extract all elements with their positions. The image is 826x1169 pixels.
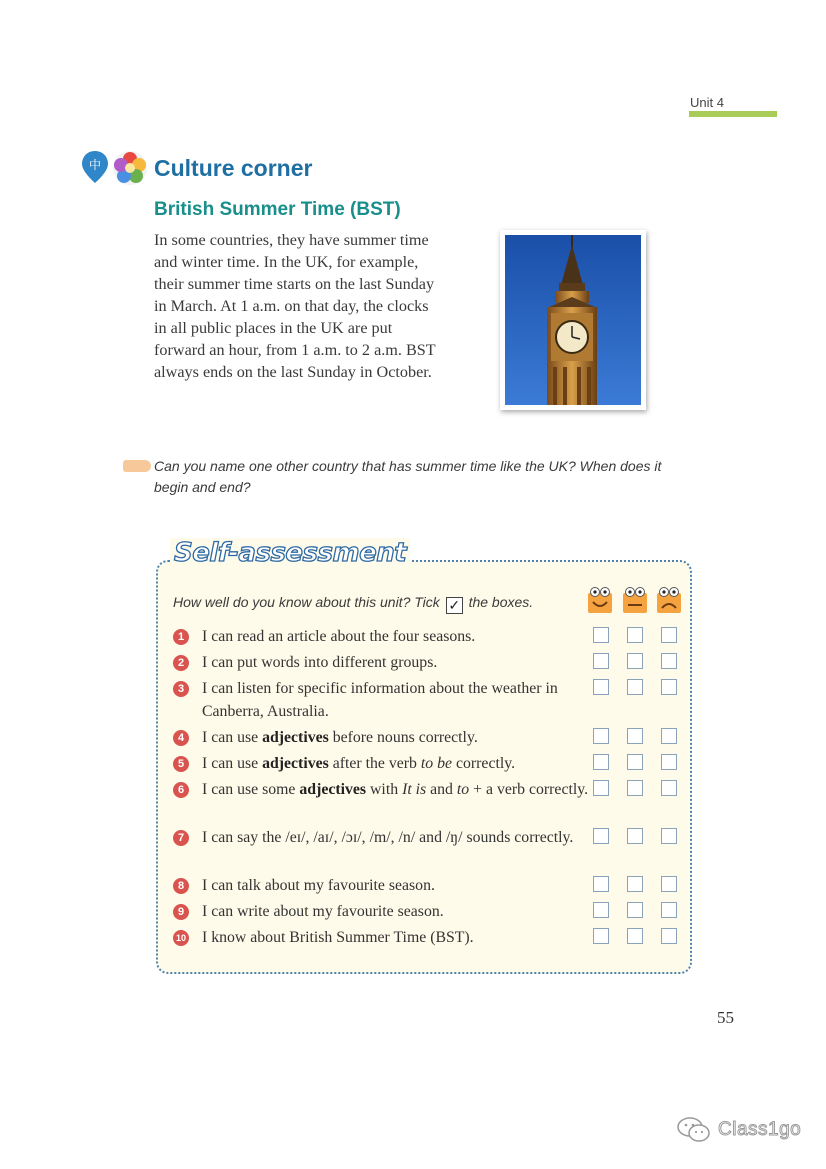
discussion-question — [154, 456, 699, 498]
sad-checkbox[interactable] — [661, 679, 677, 695]
unit-bar — [689, 111, 777, 117]
item-text — [202, 901, 592, 924]
paragraph-line: in March. At 1 a.m. on that day, the clocks — [154, 297, 429, 315]
instruction-text: How well do you know about this unit? Tick — [173, 594, 440, 610]
neutral-face-icon — [622, 586, 648, 614]
item-text-part: to — [456, 781, 470, 798]
flower-icon — [112, 150, 148, 186]
self-assessment-title: Self-assessment — [170, 538, 410, 568]
sad-checkbox[interactable] — [661, 876, 677, 892]
item-number: 10 — [173, 930, 189, 946]
big-ben-illustration — [505, 235, 641, 405]
tick-sample-box: ✓ — [446, 597, 463, 614]
happy-checkbox[interactable] — [593, 876, 609, 892]
instruction-text-end: the boxes. — [468, 594, 534, 610]
article-paragraph — [154, 229, 484, 383]
item-text-part: I can say the /eɪ/, /aɪ/, /ɔɪ/, /m/, /n/ and /ŋ/ sounds correctly. — [202, 829, 574, 846]
sad-checkbox[interactable] — [661, 780, 677, 796]
neutral-checkbox[interactable] — [627, 828, 643, 844]
question-tab — [123, 460, 151, 472]
item-text — [202, 779, 592, 802]
happy-checkbox[interactable] — [593, 627, 609, 643]
item-text-part: + a verb correctly. — [469, 781, 589, 798]
item-number: 4 — [173, 730, 189, 746]
wechat-icon — [676, 1116, 712, 1144]
self-assessment-instruction — [173, 594, 533, 614]
item-text-part: I can write about my favourite season. — [202, 903, 444, 920]
neutral-checkbox[interactable] — [627, 627, 643, 643]
sad-checkbox[interactable] — [661, 902, 677, 918]
map-pin-icon — [81, 150, 109, 184]
happy-checkbox[interactable] — [593, 653, 609, 669]
item-text-part: and — [426, 781, 457, 798]
item-text-part: before nouns correctly. — [328, 729, 478, 746]
sad-checkbox[interactable] — [661, 828, 677, 844]
paragraph-line: and winter time. In the UK, for example, — [154, 253, 419, 271]
item-text-part: I can read an article about the four seasons. — [202, 628, 476, 645]
item-number: 2 — [173, 655, 189, 671]
paragraph-line: their summer time starts on the last Sunday — [154, 275, 435, 293]
pin-character: 中 — [88, 158, 102, 172]
item-text-part: after the verb — [328, 755, 421, 772]
watermark-text: Class1go — [718, 1119, 802, 1140]
happy-face-icon — [587, 586, 613, 614]
item-text — [202, 652, 592, 675]
item-text — [202, 927, 592, 950]
item-text — [202, 827, 592, 850]
item-text-part: I can use — [202, 755, 263, 772]
item-text — [202, 875, 592, 898]
happy-checkbox[interactable] — [593, 928, 609, 944]
item-text-part: I can listen for specific information about the weather in Canberra, Australia. — [202, 680, 558, 720]
item-text-part: correctly. — [452, 755, 516, 772]
item-number: 1 — [173, 629, 189, 645]
happy-checkbox[interactable] — [593, 679, 609, 695]
page-number: 55 — [717, 1008, 734, 1027]
item-text-part: adjectives — [262, 729, 329, 746]
section-title: Culture corner — [154, 155, 313, 181]
question-line: begin and end? — [154, 479, 251, 495]
sad-face-icon — [656, 586, 682, 614]
neutral-checkbox[interactable] — [627, 728, 643, 744]
sad-checkbox[interactable] — [661, 653, 677, 669]
item-text-part: I can talk about my favourite season. — [202, 877, 435, 894]
sad-checkbox[interactable] — [661, 627, 677, 643]
item-text — [202, 727, 592, 750]
neutral-checkbox[interactable] — [627, 653, 643, 669]
happy-checkbox[interactable] — [593, 902, 609, 918]
item-text-part: I can put words into different groups. — [202, 654, 438, 671]
item-number: 3 — [173, 681, 189, 697]
paragraph-line: always ends on the last Sunday in October. — [154, 363, 432, 381]
neutral-checkbox[interactable] — [627, 902, 643, 918]
item-text-part: I can use — [202, 729, 263, 746]
item-text-part: It is — [402, 781, 427, 798]
happy-checkbox[interactable] — [593, 828, 609, 844]
item-text-part: adjectives — [299, 781, 367, 798]
item-number: 5 — [173, 756, 189, 772]
big-ben-photo — [500, 230, 646, 410]
unit-label: Unit 4 — [690, 95, 724, 110]
item-text-part: adjectives — [262, 755, 329, 772]
item-text — [202, 626, 592, 649]
question-line: Can you name one other country that has summer time like the UK? When does it — [154, 458, 662, 474]
neutral-checkbox[interactable] — [627, 876, 643, 892]
item-text-part: I can use some — [202, 781, 300, 798]
happy-checkbox[interactable] — [593, 780, 609, 796]
happy-checkbox[interactable] — [593, 754, 609, 770]
item-text-part: with — [366, 781, 403, 798]
item-text — [202, 678, 592, 723]
item-text — [202, 753, 592, 776]
neutral-checkbox[interactable] — [627, 679, 643, 695]
item-text-part: to be — [420, 755, 453, 772]
neutral-checkbox[interactable] — [627, 754, 643, 770]
paragraph-line: forward an hour, from 1 a.m. to 2 a.m. BST — [154, 341, 436, 359]
article-subtitle: British Summer Time (BST) — [154, 199, 401, 220]
item-text-part: I know about British Summer Time (BST). — [202, 929, 474, 946]
happy-checkbox[interactable] — [593, 728, 609, 744]
neutral-checkbox[interactable] — [627, 928, 643, 944]
paragraph-line: in all public places in the UK are put — [154, 319, 393, 337]
item-number: 9 — [173, 904, 189, 920]
item-number: 8 — [173, 878, 189, 894]
sad-checkbox[interactable] — [661, 754, 677, 770]
item-number: 6 — [173, 782, 189, 798]
sad-checkbox[interactable] — [661, 728, 677, 744]
neutral-checkbox[interactable] — [627, 780, 643, 796]
sad-checkbox[interactable] — [661, 928, 677, 944]
paragraph-line: In some countries, they have summer time — [154, 231, 429, 249]
item-number: 7 — [173, 830, 189, 846]
